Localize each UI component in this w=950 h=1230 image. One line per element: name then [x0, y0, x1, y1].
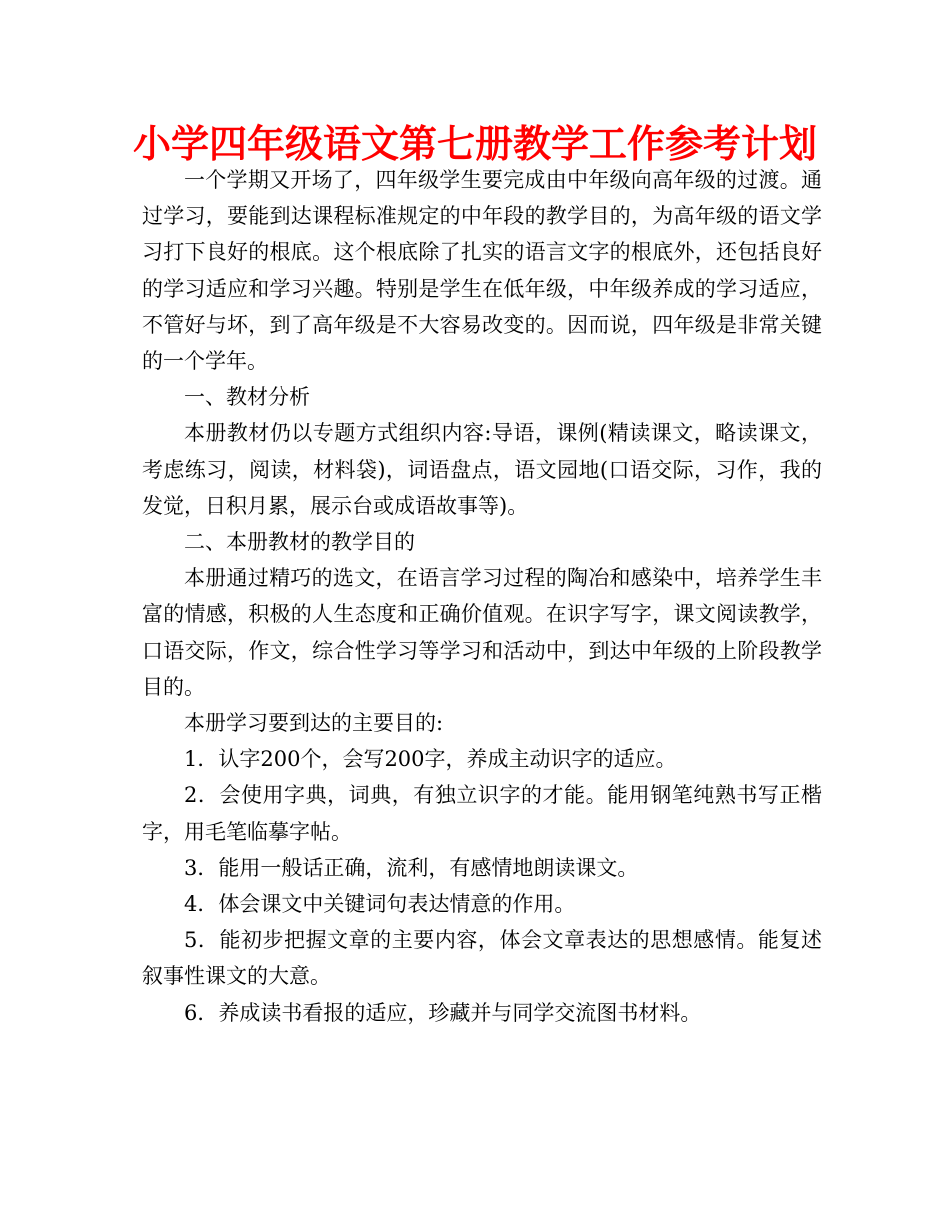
list-item-goal-1: 1．认字200个，会写200字，养成主动识字的适应。: [184, 747, 677, 772]
document-title: 小学四年级语文第七册教学工作参考计划: [132, 122, 817, 166]
paragraph-textbook-analysis: 本册教材仍以专题方式组织内容:导语，课例(精读课文，略读课文，考虑练习，阅读，材料袋)，词语盘点，语文园地(口语交际，习作，我的发觉，日积月累，展示台或成语故事等)。: [142, 421, 822, 518]
list-item-goal-4: 4．体会课文中关键词句表达情意的作用。: [184, 892, 576, 917]
list-item-goal-2: 2．会使用字典，词典，有独立识字的才能。能用钢笔纯熟书写正楷字，用毛笔临摹字帖。: [142, 783, 822, 844]
paragraph-main-goals-intro: 本册学习要到达的主要目的:: [184, 711, 444, 736]
list-item-goal-3: 3．能用一般话正确，流利，有感情地朗读课文。: [184, 855, 639, 880]
section-heading-teaching-goals: 二、本册教材的教学目的: [184, 530, 415, 555]
paragraph-teaching-goals: 本册通过精巧的选文，在语言学习过程的陶冶和感染中，培养学生丰富的情感，积极的人生态度和正确价值观。在识字写字，课文阅读教学，口语交际，作文，综合性学习等学习和活动中，到达中年级的上阶段教学目的。: [142, 566, 822, 699]
list-item-goal-6: 6．养成读书看报的适应，珍藏并与同学交流图书材料。: [184, 1000, 702, 1025]
paragraph-intro: 一个学期又开场了，四年级学生要完成由中年级向高年级的过渡。通过学习，要能到达课程标准规定的中年段的教学目的，为高年级的语文学习打下良好的根底。这个根底除了扎实的语言文字的根底外，还包括良好的学习适应和学习兴趣。特别是学生在低年级，中年级养成的学习适应，不管好与坏，到了高年级是不大容易改变的。因而说，四年级是非常关键的一个学年。: [142, 168, 822, 374]
list-item-goal-5: 5．能初步把握文章的主要内容，体会文章表达的思想感情。能复述叙事性课文的大意。: [142, 928, 822, 989]
document-body: [142, 162, 822, 1031]
section-heading-textbook-analysis: 一、教材分析: [184, 385, 310, 410]
